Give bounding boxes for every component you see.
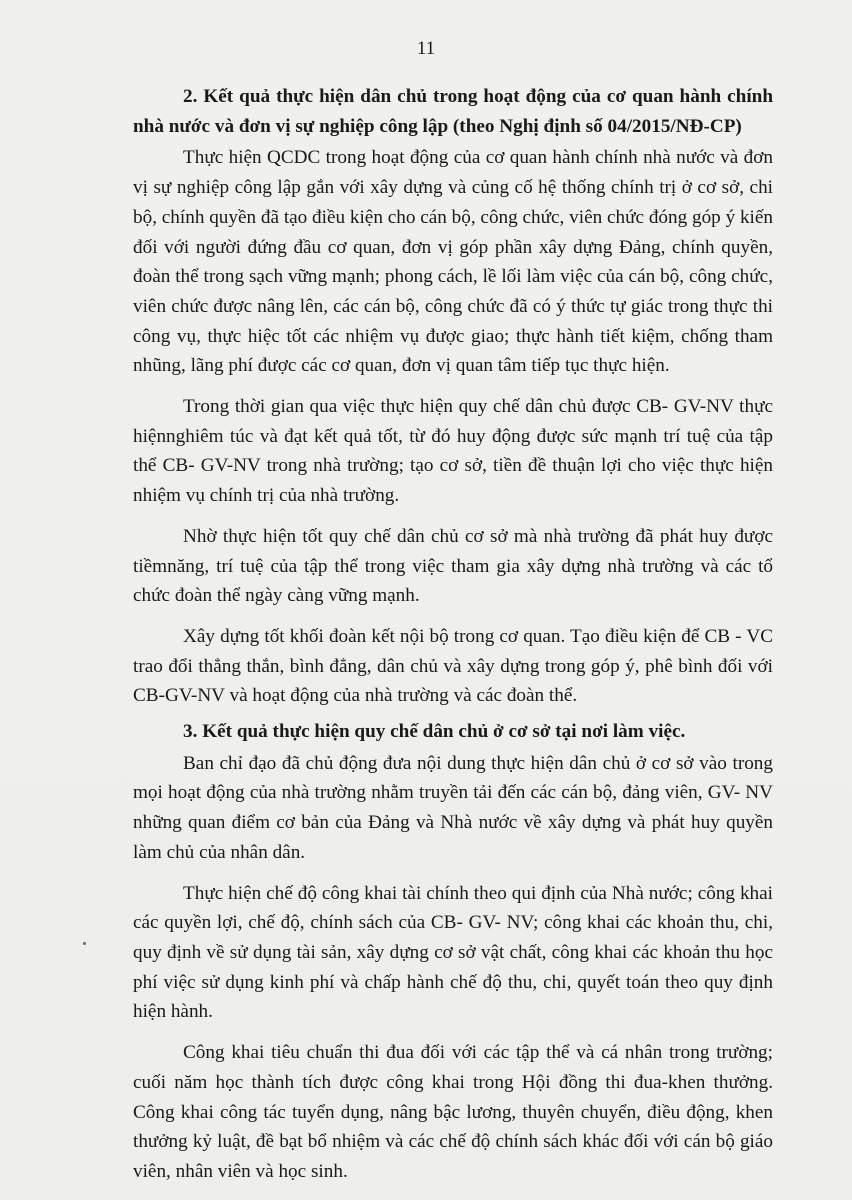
page-number: 11 xyxy=(416,38,436,59)
paragraph: Xây dựng tốt khối đoàn kết nội bộ trong cơ quan. Tạo điều kiện để CB - VC trao đổi thẳng thắn, bình đẳng, dân chủ và xây dựng trong góp ý, phê bình đối với CB-GV-NV và hoạt động của nhà trường và các đoàn thể. xyxy=(133,625,773,707)
paragraph: Ban chỉ đạo đã chủ động đưa nội dung thực hiện dân chủ ở cơ sở vào trong mọi hoạt động của nhà trường nhằm truyền tải đến các cán bộ, đảng viên, GV- NV những quan điểm cơ bản của Đảng và Nhà nước về xây dựng và phát huy quyền làm chủ của nhân dân. xyxy=(133,752,773,863)
scan-speck xyxy=(83,942,86,945)
section-heading: 3. Kết quả thực hiện quy chế dân chủ ở cơ sở tại nơi làm việc. xyxy=(183,721,686,743)
document-body xyxy=(133,82,773,1198)
section-heading: 2. Kết quả thực hiện dân chủ trong hoạt động của cơ quan hành chính nhà nước và đơn vị sự nghiệp công lập (theo Nghị định số 04/2015/NĐ-CP) xyxy=(133,86,773,137)
paragraph: Nhờ thực hiện tốt quy chế dân chủ cơ sở mà nhà trường đã phát huy được tiềmnăng, trí tuệ của tập thể trong việc tham gia xây dựng nhà trường và các tổ chức đoàn thể ngày càng vững mạnh. xyxy=(133,525,773,607)
paragraph: Thực hiện chế độ công khai tài chính theo qui định của Nhà nước; công khai các quyền lợi, chế độ, chính sách của CB- GV- NV; công khai các khoản thu, chi, quy định về sử dụng tài sản, xây dựng cơ sở vật chất, công khai các khoản thu học phí việc sử dụng kinh phí và chấp hành chế độ thu, chi, quyết toán theo quy định hiện hành. xyxy=(133,882,773,1023)
paragraph: Thực hiện QCDC trong hoạt động của cơ quan hành chính nhà nước và đơn vị sự nghiệp công lập gắn với xây dựng và củng cố hệ thống chính trị ở cơ sở, chi bộ, chính quyền đã tạo điều kiện cho cán bộ, công chức, viên chức đóng góp ý kiến đối với người đứng đầu cơ quan, đơn vị góp phần xây dựng Đảng, chính quyền, đoàn thể trong sạch vững mạnh; phong cách, lề lối làm việc của cán bộ, công chức, viên chức được nâng lên, các cán bộ, công chức đã có ý thức tự giác trong thực thi công vụ, thực hiệc tốt các nhiệm vụ được giao; thực hành tiết kiệm, chống tham nhũng, lãng phí được các cơ quan, đơn vị quan tâm tiếp tục thực hiện. xyxy=(133,147,773,377)
section-3 xyxy=(133,717,773,1187)
paragraph: Trong thời gian qua việc thực hiện quy chế dân chủ được CB- GV-NV thực hiệnnghiêm túc và đạt kết quả tốt, từ đó huy động được sức mạnh trí tuệ của tập thể CB- GV-NV trong nhà trường; tạo cơ sở, tiền đề thuận lợi cho việc thực hiện nhiệm vụ chính trị của nhà trường. xyxy=(133,396,773,507)
paragraph: Công khai tiêu chuẩn thi đua đối với các tập thể và cá nhân trong trường; cuối năm học thành tích được công khai trong Hội đồng thi đua-khen thưởng. Công khai công tác tuyển dụng, nâng bậc lương, thuyên chuyển, điều động, khen thưởng kỷ luật, đề bạt bổ nhiệm và các chế độ chính sách khác đối với cán bộ giáo viên, nhân viên và học sinh. xyxy=(133,1042,773,1182)
section-2 xyxy=(133,82,773,711)
